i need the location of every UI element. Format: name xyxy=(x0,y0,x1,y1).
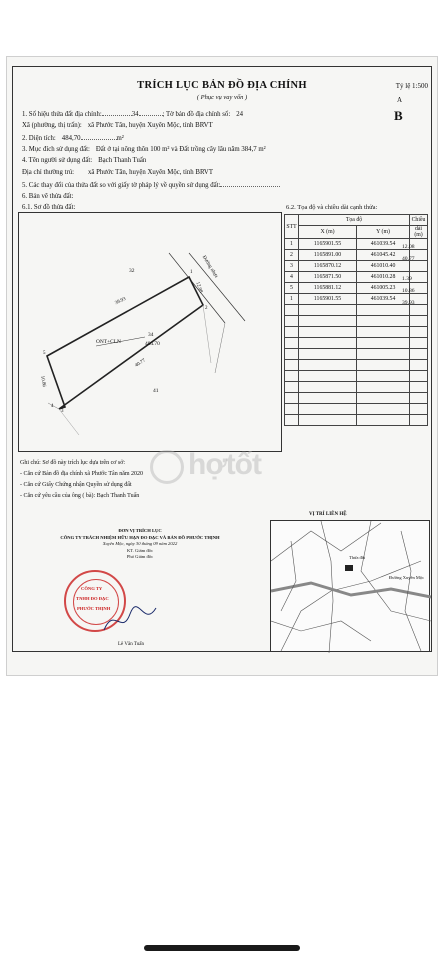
unit-label: ĐƠN VỊ TRÍCH LỤC xyxy=(118,528,162,533)
neighbor-41: 41 xyxy=(153,388,159,394)
vertex-1: 1 xyxy=(190,270,193,275)
table-row: 2 1165891.00 461045.42 xyxy=(285,250,428,261)
note-basis-3: - Căn cứ yêu cầu của ông ( bà): Bạch Thanh Tuấn xyxy=(20,493,140,499)
table-row: 1 1165901.55 461039.54 xyxy=(285,239,428,250)
plot-number: 34 xyxy=(148,332,154,338)
col-dai: dài (m) xyxy=(410,226,428,239)
watermark-logo-icon xyxy=(150,450,184,484)
signature-block xyxy=(20,528,260,561)
neighbor-32: 32 xyxy=(129,268,135,274)
stamp-text-1: CÔNG TY xyxy=(81,586,103,591)
company-name: CÔNG TY TRÁCH NHIỆM HỮU HẠN ĐO ĐẠC VÀ BẢN ĐỒ PHƯỚC THỊNH xyxy=(60,534,220,540)
distance-4: 10.86 xyxy=(402,288,415,294)
distance-2: 40.77 xyxy=(402,256,415,262)
road-label: Đường nhựa xyxy=(200,255,219,279)
drawing-line: 6. Bản vẽ thửa đất: xyxy=(22,193,74,200)
sketch-heading: 6.1. Sơ đồ thửa đất: xyxy=(22,204,76,211)
edge-bottom-length: 40.77 xyxy=(134,358,147,369)
edge-left-length: 10.86 xyxy=(39,375,47,388)
note-heading: Ghi chú: Sơ đồ này trích lục dựa trên cơ sở: xyxy=(20,460,126,466)
distance-5: 39.93 xyxy=(402,300,415,306)
location-map-graphic xyxy=(271,521,431,653)
col-chieu: Chiều xyxy=(410,215,428,226)
parcel-sketch-box xyxy=(18,212,282,452)
commune-line: Xã (phường, thị trấn): xã Phước Tân, huyện Xuyên Mộc, tỉnh BRVT xyxy=(22,122,213,129)
col-stt: STT xyxy=(285,215,299,239)
vertex-3: 3 xyxy=(61,409,64,414)
coords-heading: 6.2. Tọa độ và chiều dài cạnh thửa: xyxy=(286,204,378,211)
table-row: 5 1165881.12 461005.23 xyxy=(285,283,428,294)
edge-right-length: 12.08 xyxy=(194,281,203,294)
home-indicator[interactable] xyxy=(144,945,300,951)
note-basis-2: - Căn cứ Giấy Chứng nhận Quyền sử dụng đất xyxy=(20,482,132,488)
plot-use-label: ONT+CLN xyxy=(96,339,121,345)
owner-line: 4. Tên người sử dụng đất: Bạch Thanh Tuấn xyxy=(22,157,147,164)
vertex-4: 4 xyxy=(51,404,54,409)
signature-mark xyxy=(100,600,160,640)
vertex-5: 5 xyxy=(43,351,46,356)
location-road-label: Đường Xuyên Mộc xyxy=(389,575,425,580)
stamp-text-3: PHƯỚC THỊNH xyxy=(77,606,111,611)
location-parcel-label: Thửa đất xyxy=(349,555,366,560)
plot-area: 484.70 xyxy=(145,341,160,347)
col-y: Y (m) xyxy=(357,226,410,239)
signer-name: Lê Văn Tuấn xyxy=(118,642,145,647)
watermark-text: hợtốt xyxy=(188,448,261,481)
deputy-title-1: KT. Giám đốc xyxy=(126,547,154,553)
deputy-title-2: Phó Giám đốc xyxy=(126,554,154,559)
note-basis-1: - Căn cứ Bản đồ địa chính xã Phước Tân năm 2020 xyxy=(20,471,144,477)
compass-mark: B xyxy=(394,108,403,123)
col-toado: Tọa độ xyxy=(299,215,410,226)
address-line: Địa chỉ thường trú: xã Phước Tân, huyện Xuyên Mộc, tỉnh BRVT xyxy=(22,169,213,176)
area-line: 2. Diện tích: 484,70 m² xyxy=(22,135,124,142)
edge-top-length: 39.93 xyxy=(114,296,127,307)
distance-3: 1.39 xyxy=(402,276,412,282)
document-subtitle: ( Phục vụ vay vốn ) xyxy=(196,94,248,101)
table-row: 1 1165901.55 461039.54 xyxy=(285,294,428,305)
land-use-line: 3. Mục đích sử dụng đất: Đất ở tại nông thôn 100 m² và Đất trồng cây lâu năm 384,7 m² xyxy=(22,146,266,153)
table-row: 4 1165871.50 461010.28 xyxy=(285,272,428,283)
stamp-text-2: TNHH ĐO ĐẠC xyxy=(76,596,109,601)
location-title: VỊ TRÍ LIÊN HỆ xyxy=(309,512,347,517)
col-x: X (m) xyxy=(299,226,357,239)
sign-date: Xuyên Mộc, ngày 30 tháng 09 năm 2022 xyxy=(102,541,178,546)
scale-label: Tỷ lệ 1:500 xyxy=(395,82,428,90)
north-arrow-label: A xyxy=(397,96,403,104)
table-row: 3 1165870.12 461010.40 xyxy=(285,261,428,272)
changes-line: 5. Các thay đổi của thửa đất so với giấy tờ pháp lý về quyền sử dụng đất: xyxy=(22,181,280,189)
vertex-2: 2 xyxy=(205,306,208,311)
distance-1: 12.08 xyxy=(402,244,415,250)
location-map xyxy=(270,512,430,652)
document-title: TRÍCH LỤC BẢN ĐỒ ĐỊA CHÍNH xyxy=(137,80,307,91)
parcel-number-line: 1. Số hiệu thửa đất địa chính: 34 ; Tờ bản đồ địa chính số: 24 xyxy=(22,111,244,118)
